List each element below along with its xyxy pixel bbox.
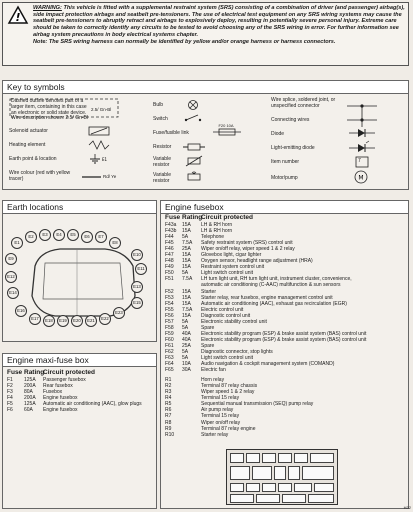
- maxi-fuse-circuit: Passenger fusebox: [43, 377, 86, 383]
- fuse-circuit: Electronic stability program (ESP) & brake assist system (BAS) control unit: [201, 330, 367, 337]
- engine-maxi-fuse-box-panel: [2, 353, 157, 509]
- fusebox-slot: [230, 483, 244, 492]
- fuse-circuit: Electric control unit: [201, 306, 244, 313]
- fuse-rating: 5A: [182, 234, 189, 241]
- svg-text:!: !: [15, 11, 21, 24]
- variable-resistor-icon: [183, 155, 205, 167]
- fuse-circuit: Light switch control unit: [201, 355, 253, 362]
- fusebox-slot: [308, 494, 334, 503]
- key-solenoid: Solenoid actuator: [9, 128, 48, 134]
- relay-id: R8: [165, 419, 172, 426]
- fuse-circuit: LH turn light unit, RH turn light unit, instrument cluster, convenience,: [201, 276, 352, 283]
- led-icon: [349, 141, 375, 153]
- earth-point-label: E20: [71, 315, 83, 327]
- relay-desc: Terminal 87 relay engine: [201, 425, 256, 432]
- earth-point-label: E18: [43, 315, 55, 327]
- key-earth: Earth point & location: [9, 156, 57, 162]
- maxi-header-fuse: Fuse: [7, 369, 23, 376]
- fuse-circuit: Light switch control unit: [201, 270, 253, 277]
- maxi-header-rating: Rating: [24, 369, 45, 376]
- maxi-fuse-circuit: Engine fusebox: [43, 407, 78, 414]
- earth-point-label: E13: [131, 281, 143, 293]
- fuse-circuit: Telephone: [201, 234, 225, 241]
- fuse-id: F58: [165, 324, 174, 331]
- maxi-fuse-row: [7, 407, 155, 413]
- fuse-rating: 7.5A: [182, 276, 193, 283]
- maxi-fuse-id: F2: [7, 383, 13, 390]
- fusebox-slot: [252, 466, 272, 480]
- key-wire-colour: Wire colour (red with yellow tracer): [9, 170, 71, 182]
- fusebox-slot: [230, 494, 254, 503]
- warning-triangle-icon: [8, 6, 28, 24]
- warning-note: Note: The SRS wiring harness can normally be identified by yellow and/or orange harness or harness connectors.: [33, 38, 336, 45]
- maxi-fuse-rating: 80A: [24, 389, 33, 396]
- earth-point-label: E9: [5, 253, 17, 265]
- resistor-icon: [183, 143, 205, 151]
- relay-id: R7: [165, 413, 172, 420]
- maxi-fuse-rating: 200A: [24, 395, 36, 402]
- fuse-id: F49: [165, 264, 174, 271]
- fuse-circuit: Spare: [201, 342, 215, 349]
- relay-id: R10: [165, 431, 175, 438]
- key-switch: Switch: [153, 116, 168, 122]
- fuse-rating: 15A: [182, 228, 191, 235]
- earth-point-label: E21: [85, 315, 97, 327]
- fuse-circuit: Electronic stability control unit: [201, 318, 267, 325]
- fuse-id: F60: [165, 336, 174, 343]
- maxi-fuse-circuit: Engine fusebox: [43, 395, 78, 402]
- fusebox-slot: [246, 483, 260, 492]
- key-motor: Motor/pump: [271, 175, 298, 181]
- fuse-id: F62: [165, 348, 174, 355]
- fuse-rating: 40A: [182, 336, 191, 343]
- fusebox-title: Engine fusebox: [161, 201, 408, 214]
- bulb-icon: [185, 99, 201, 111]
- key-wire-colour-code: Rd/ Ye: [103, 174, 117, 179]
- relay-desc: Terminal 15 relay: [201, 395, 240, 402]
- earth-point-icon: [87, 153, 111, 165]
- fuse-rating: 25A: [182, 246, 191, 253]
- engine-fuse-table: [165, 214, 408, 438]
- fuse-table-header: [165, 214, 408, 222]
- key-dashed-desc: Dashed outline denotes part of a larger item, containing in this case an electronic or solid state device. Wire description shown: 2.5/ Gn-Bl: [11, 98, 88, 122]
- fuse-rating: 30A: [182, 367, 191, 374]
- fuse-header-fuse: Fuse: [165, 214, 181, 221]
- relay-id: R4: [165, 395, 172, 402]
- fuse-circuit: Electronic stability program (ESP) & brake assist system (BAS) control unit: [201, 336, 367, 343]
- fuse-rating: 15A: [182, 252, 191, 259]
- fuse-id: F43b: [165, 228, 177, 235]
- earth-point-label: E1: [11, 237, 23, 249]
- fuse-rating: 5A: [182, 270, 189, 277]
- maxi-fuse-rating: 125A: [24, 377, 36, 383]
- splice-icon: [347, 99, 377, 113]
- fuse-id: F64: [165, 361, 174, 368]
- earth-point-label: E22: [99, 313, 111, 325]
- relay-id: R2: [165, 383, 172, 390]
- maxi-fuse-rating: 200A: [24, 383, 36, 390]
- fuse-id: F51: [165, 276, 174, 283]
- maxi-fuse-table: [7, 369, 155, 413]
- fuse-circuit: Diagnostic connector, stop lights: [201, 348, 273, 355]
- warning-further: For further information see airbag system precautions in body electrical systems chapter.: [33, 25, 399, 38]
- fuse-rating: 15A: [182, 312, 191, 319]
- fusebox-slot: [302, 466, 334, 480]
- earth-point-label: E5: [67, 229, 79, 241]
- relay-desc: Terminal 87 relay chassis: [201, 383, 258, 390]
- fuse-circuit: LH & RH horn: [201, 228, 233, 235]
- earth-point-label: E8: [109, 237, 121, 249]
- key-item-number: Item number: [271, 159, 300, 165]
- fuse-circuit: Starter: [201, 288, 217, 295]
- maxi-table-header: [7, 369, 155, 377]
- earth-point-label: E4: [53, 229, 65, 241]
- fuse-rating: 5A: [182, 348, 189, 355]
- fuse-rating: 25A: [182, 342, 191, 349]
- fuse-circuit: Oxygen sensor, headlight range adjustment (HRA): [201, 258, 313, 265]
- fuse-id: F57: [165, 318, 174, 325]
- relay-id: R5: [165, 401, 172, 408]
- key-fuse-code: F20 10A: [218, 123, 234, 128]
- variable-resistor-2-icon: [183, 171, 205, 183]
- maxi-fuse-circuit: Fusebox: [43, 389, 63, 396]
- motor-icon: [354, 170, 368, 184]
- fuse-rating: 5A: [182, 355, 189, 362]
- fuse-header-circuit: Circuit protected: [201, 214, 254, 221]
- svg-text:M: M: [358, 174, 364, 182]
- fusebox-slot: [278, 453, 292, 463]
- key-led: Light-emitting diode: [271, 145, 315, 151]
- fuse-rating: 15A: [182, 294, 191, 301]
- relay-id: R6: [165, 407, 172, 414]
- fuse-circuit: Wiper on/off relay, wiper speed 1 & 2 relay: [201, 246, 295, 253]
- relay-row: [165, 432, 408, 438]
- earth-point-label: E6: [81, 231, 93, 243]
- key-variable-resistor-1: Variable resistor: [153, 156, 171, 168]
- fuse-rating: 10A: [182, 361, 191, 368]
- fuse-circuit: Glovebox light, cigar lighter: [201, 252, 262, 259]
- earth-point-label: E11: [135, 263, 147, 275]
- fusebox-slot: [278, 483, 292, 492]
- fuse-id: F61: [165, 342, 174, 349]
- relay-desc: Sequential manual transmission (SEQ) pump relay: [201, 401, 314, 408]
- maxi-header-circuit: Circuit protected: [43, 369, 96, 376]
- key-heating: Heating element: [9, 142, 46, 148]
- key-variable-resistor-2: Variable resistor: [153, 172, 171, 184]
- connecting-wires-icon: [347, 113, 377, 127]
- key-wire-code: 2.5/ Gn-Bl: [91, 107, 112, 112]
- key-to-symbols-panel: [2, 80, 409, 190]
- maxi-fuse-rating: 60A: [24, 407, 33, 414]
- warning-box: [2, 2, 409, 66]
- key-fuse: Fuse/fusible link: [153, 130, 189, 136]
- solenoid-icon: [87, 126, 111, 136]
- key-item-num-value: 7: [358, 158, 361, 164]
- earth-point-label: E7: [95, 231, 107, 243]
- fuse-id: F65: [165, 367, 174, 374]
- relay-desc: Wiper on/off relay: [201, 419, 241, 426]
- fuse-circuit: Spare: [201, 324, 215, 331]
- key-diode: Diode: [271, 131, 285, 137]
- fuse-rating: 15A: [182, 264, 191, 271]
- earth-point-label: E10: [131, 249, 143, 261]
- relay-desc: Wiper speed 1 & 2 relay: [201, 389, 255, 396]
- fusebox-slot: [288, 466, 300, 480]
- fuse-rating: 15A: [182, 258, 191, 265]
- warning-text: This vehicle is fitted with a supplemental restraint system (SRS) consisting of a combination of driver (and passenger) airbag(s), side impact protection airbags and seatbelt pre-tensioners. The use of electrical test equipment on any SRS wiring systems may cause the seatbelt pre-tensioners to abruptly retract and airbags to explosively deploy, resulting in potentially severe personal injury. Extreme care should be taken to correctly identify any circuits to be tested to avoid choosing any of the SRS wiring in error.: [33, 5, 405, 32]
- diode-icon: [349, 128, 375, 138]
- fuse-id: F50: [165, 270, 174, 277]
- earth-point-label: E23: [113, 307, 125, 319]
- fusebox-slot: [294, 483, 312, 492]
- fusebox-slot: [256, 494, 280, 503]
- fuse-id: F45: [165, 240, 174, 247]
- fuse-id: F54: [165, 300, 174, 307]
- maxi-fuse-id: F1: [7, 377, 13, 383]
- fuse-circuit: Restraint system control unit: [201, 264, 265, 271]
- svg-text:E1: E1: [102, 157, 108, 162]
- earth-point-label: E12: [5, 271, 17, 283]
- fuse-circuit: Starter relay, rear fusebox, engine management control unit: [201, 294, 333, 301]
- earth-title: Earth locations: [3, 201, 156, 214]
- key-splice: Wire splice, soldered joint, or unspecified connector: [271, 97, 336, 109]
- relay-desc: Terminal 15 relay: [201, 413, 240, 420]
- earth-point-label: E15: [131, 297, 143, 309]
- fuse-id: F43a: [165, 222, 177, 228]
- fuse-rating: 40A: [182, 330, 191, 337]
- fuse-id: F56: [165, 312, 174, 319]
- fuse-circuit: Electric fan: [201, 367, 226, 374]
- fuse-rating: 15A: [182, 288, 191, 295]
- fuse-circuit: Diagnostic control unit: [201, 312, 251, 319]
- fuse-circuit: Audio navigation & cockpit management system (COMAND): [201, 361, 335, 368]
- fusebox-slot: [294, 453, 308, 463]
- fuse-rating: 5A: [182, 318, 189, 325]
- maxi-fuse-id: F6: [7, 407, 13, 414]
- fusebox-slot: [282, 494, 306, 503]
- maxi-fuse-circuit: Rear fusebox: [43, 383, 73, 390]
- fuse-circuit: LH & RH horn: [201, 222, 233, 228]
- key-title: Key to symbols: [3, 81, 408, 94]
- maxi-fuse-id: F3: [7, 389, 13, 396]
- fuse-id: F47: [165, 252, 174, 259]
- warning-lead: WARNING:: [33, 5, 62, 11]
- fusebox-slot: [246, 453, 260, 463]
- key-resistor: Resistor: [153, 144, 172, 150]
- fuse-id: F46: [165, 246, 174, 253]
- relay-id: R1: [165, 377, 172, 384]
- maxi-fuse-id: F4: [7, 395, 13, 402]
- fuse-circuit: Automatic air conditioning (AAC), exhaust gas recirculation (EGR): [201, 300, 347, 307]
- maxi-fuse-circuit: Automatic air conditioning (AAC), glow plugs: [43, 401, 142, 408]
- earth-point-label: E2: [25, 231, 37, 243]
- fuse-id: F63: [165, 355, 174, 362]
- relay-id: R3: [165, 389, 172, 396]
- engine-fusebox-panel: [160, 200, 409, 509]
- earth-point-label: E19: [57, 315, 69, 327]
- earth-point-label: E3: [39, 229, 51, 241]
- fusebox-slot: [262, 483, 276, 492]
- heating-element-icon: [87, 140, 111, 150]
- fusebox-slot: [274, 466, 286, 480]
- maxi-fuse-id: F5: [7, 401, 13, 408]
- fuse-rating: 7.5A: [182, 240, 193, 247]
- page-number: H32: [403, 505, 411, 510]
- key-connecting-wires: Connecting wires: [271, 117, 310, 123]
- maxi-fuse-rating: 125A: [24, 401, 36, 408]
- relay-id: R9: [165, 425, 172, 432]
- key-bulb: Bulb: [153, 102, 164, 108]
- earth-point-label: E17: [29, 313, 41, 325]
- earth-locations-panel: [2, 200, 157, 342]
- fusebox-slot: [310, 453, 334, 463]
- fuse-id: F59: [165, 330, 174, 337]
- relay-desc: Air pump relay: [201, 407, 234, 414]
- relay-desc: Horn relay: [201, 377, 225, 384]
- fuse-circuit: automatic air conditioning (C-AAC) multifunction & sun sensors: [201, 282, 341, 289]
- fusebox-slot: [230, 453, 244, 463]
- switch-icon: [183, 113, 203, 123]
- maxi-title: Engine maxi-fuse box: [3, 354, 156, 367]
- fusebox-layout-diagram: [226, 449, 338, 505]
- fuse-id: F55: [165, 306, 174, 313]
- fusebox-slot: [262, 453, 276, 463]
- fusebox-slot: [230, 466, 250, 480]
- earth-point-label: E16: [15, 305, 27, 317]
- fusebox-slot: [314, 483, 334, 492]
- fuse-header-rating: Rating: [182, 214, 203, 221]
- fuse-rating: 7.5A: [182, 306, 193, 313]
- fuse-id: F44: [165, 234, 174, 241]
- earth-point-label: E14: [7, 287, 19, 299]
- fuse-rating: 15A: [182, 300, 191, 307]
- fuse-rating: 5A: [182, 324, 189, 331]
- fuse-id: F52: [165, 288, 174, 295]
- relay-desc: Starter relay: [201, 431, 229, 438]
- fuse-rating: 15A: [182, 222, 191, 228]
- fuse-id: F48: [165, 258, 174, 265]
- fuse-id: F53: [165, 294, 174, 301]
- fuse-circuit: Safety restraint system (SRS) control unit: [201, 240, 293, 247]
